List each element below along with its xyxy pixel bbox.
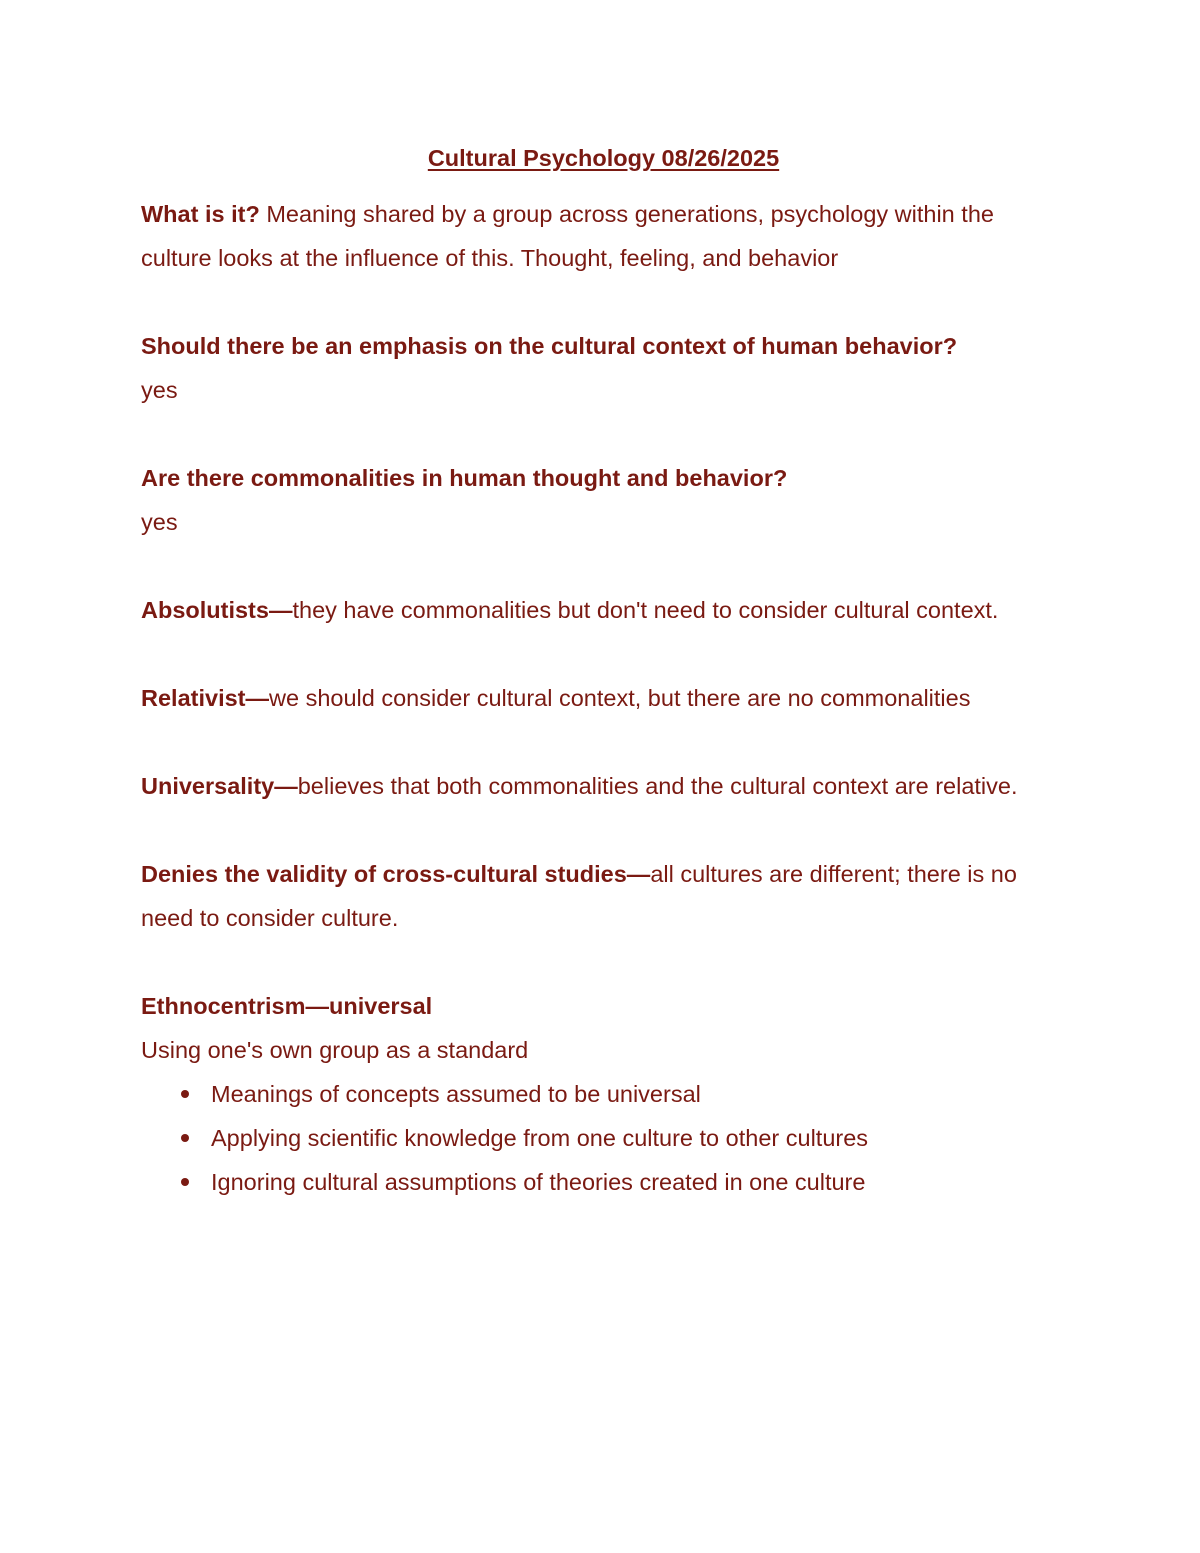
question-commonalities: Are there commonalities in human thought and behavior? [141,465,788,491]
list-item [211,1160,1066,1204]
paragraph-relativist [141,676,1066,720]
list-item [211,1072,1066,1116]
answer-commonalities: yes [141,509,178,535]
paragraph-universality [141,764,1066,808]
ethnocentrism-heading: Ethnocentrism—universal [141,993,433,1019]
document-page [141,140,1066,1204]
list-item-text: Applying scientific knowledge from one culture to other cultures [211,1125,869,1151]
document-title: Cultural Psychology 08/26/2025 [427,145,780,171]
term-label: Absolutists— [141,597,293,623]
paragraph-what-is-it [141,192,1066,280]
term-text: all cultures are different; there is no need to consider culture. [141,861,1017,931]
term-label: Denies the validity of cross-cultural studies— [141,861,651,887]
term-text: believes that both commonalities and the cultural context are relative. [297,773,1018,799]
bullet-dot-icon [181,1178,189,1186]
paragraph-absolutists [141,588,1066,632]
term-label: Relativist— [141,685,269,711]
bullet-dot-icon [181,1090,189,1098]
term-text: Meaning shared by a group across generations, psychology within the culture looks at the influence of this. Thought, feeling, and behavior [141,201,994,271]
answer-cultural-context: yes [141,377,178,403]
list-item [211,1116,1066,1160]
term-label: What is it? [141,201,260,227]
list-item-text: Meanings of concepts assumed to be universal [211,1081,701,1107]
question-cultural-context: Should there be an emphasis on the cultural context of human behavior? [141,333,958,359]
paragraph-denies-validity [141,852,1066,940]
term-text: we should consider cultural context, but there are no commonalities [269,685,971,711]
bullet-dot-icon [181,1134,189,1142]
ethnocentrism-bullet-list [141,1072,1066,1204]
ethnocentrism-definition: Using one's own group as a standard [141,1037,529,1063]
term-label: Universality— [141,773,298,799]
list-item-text: Ignoring cultural assumptions of theories created in one culture [211,1169,866,1195]
term-text: they have commonalities but don't need to consider cultural context. [292,597,999,623]
